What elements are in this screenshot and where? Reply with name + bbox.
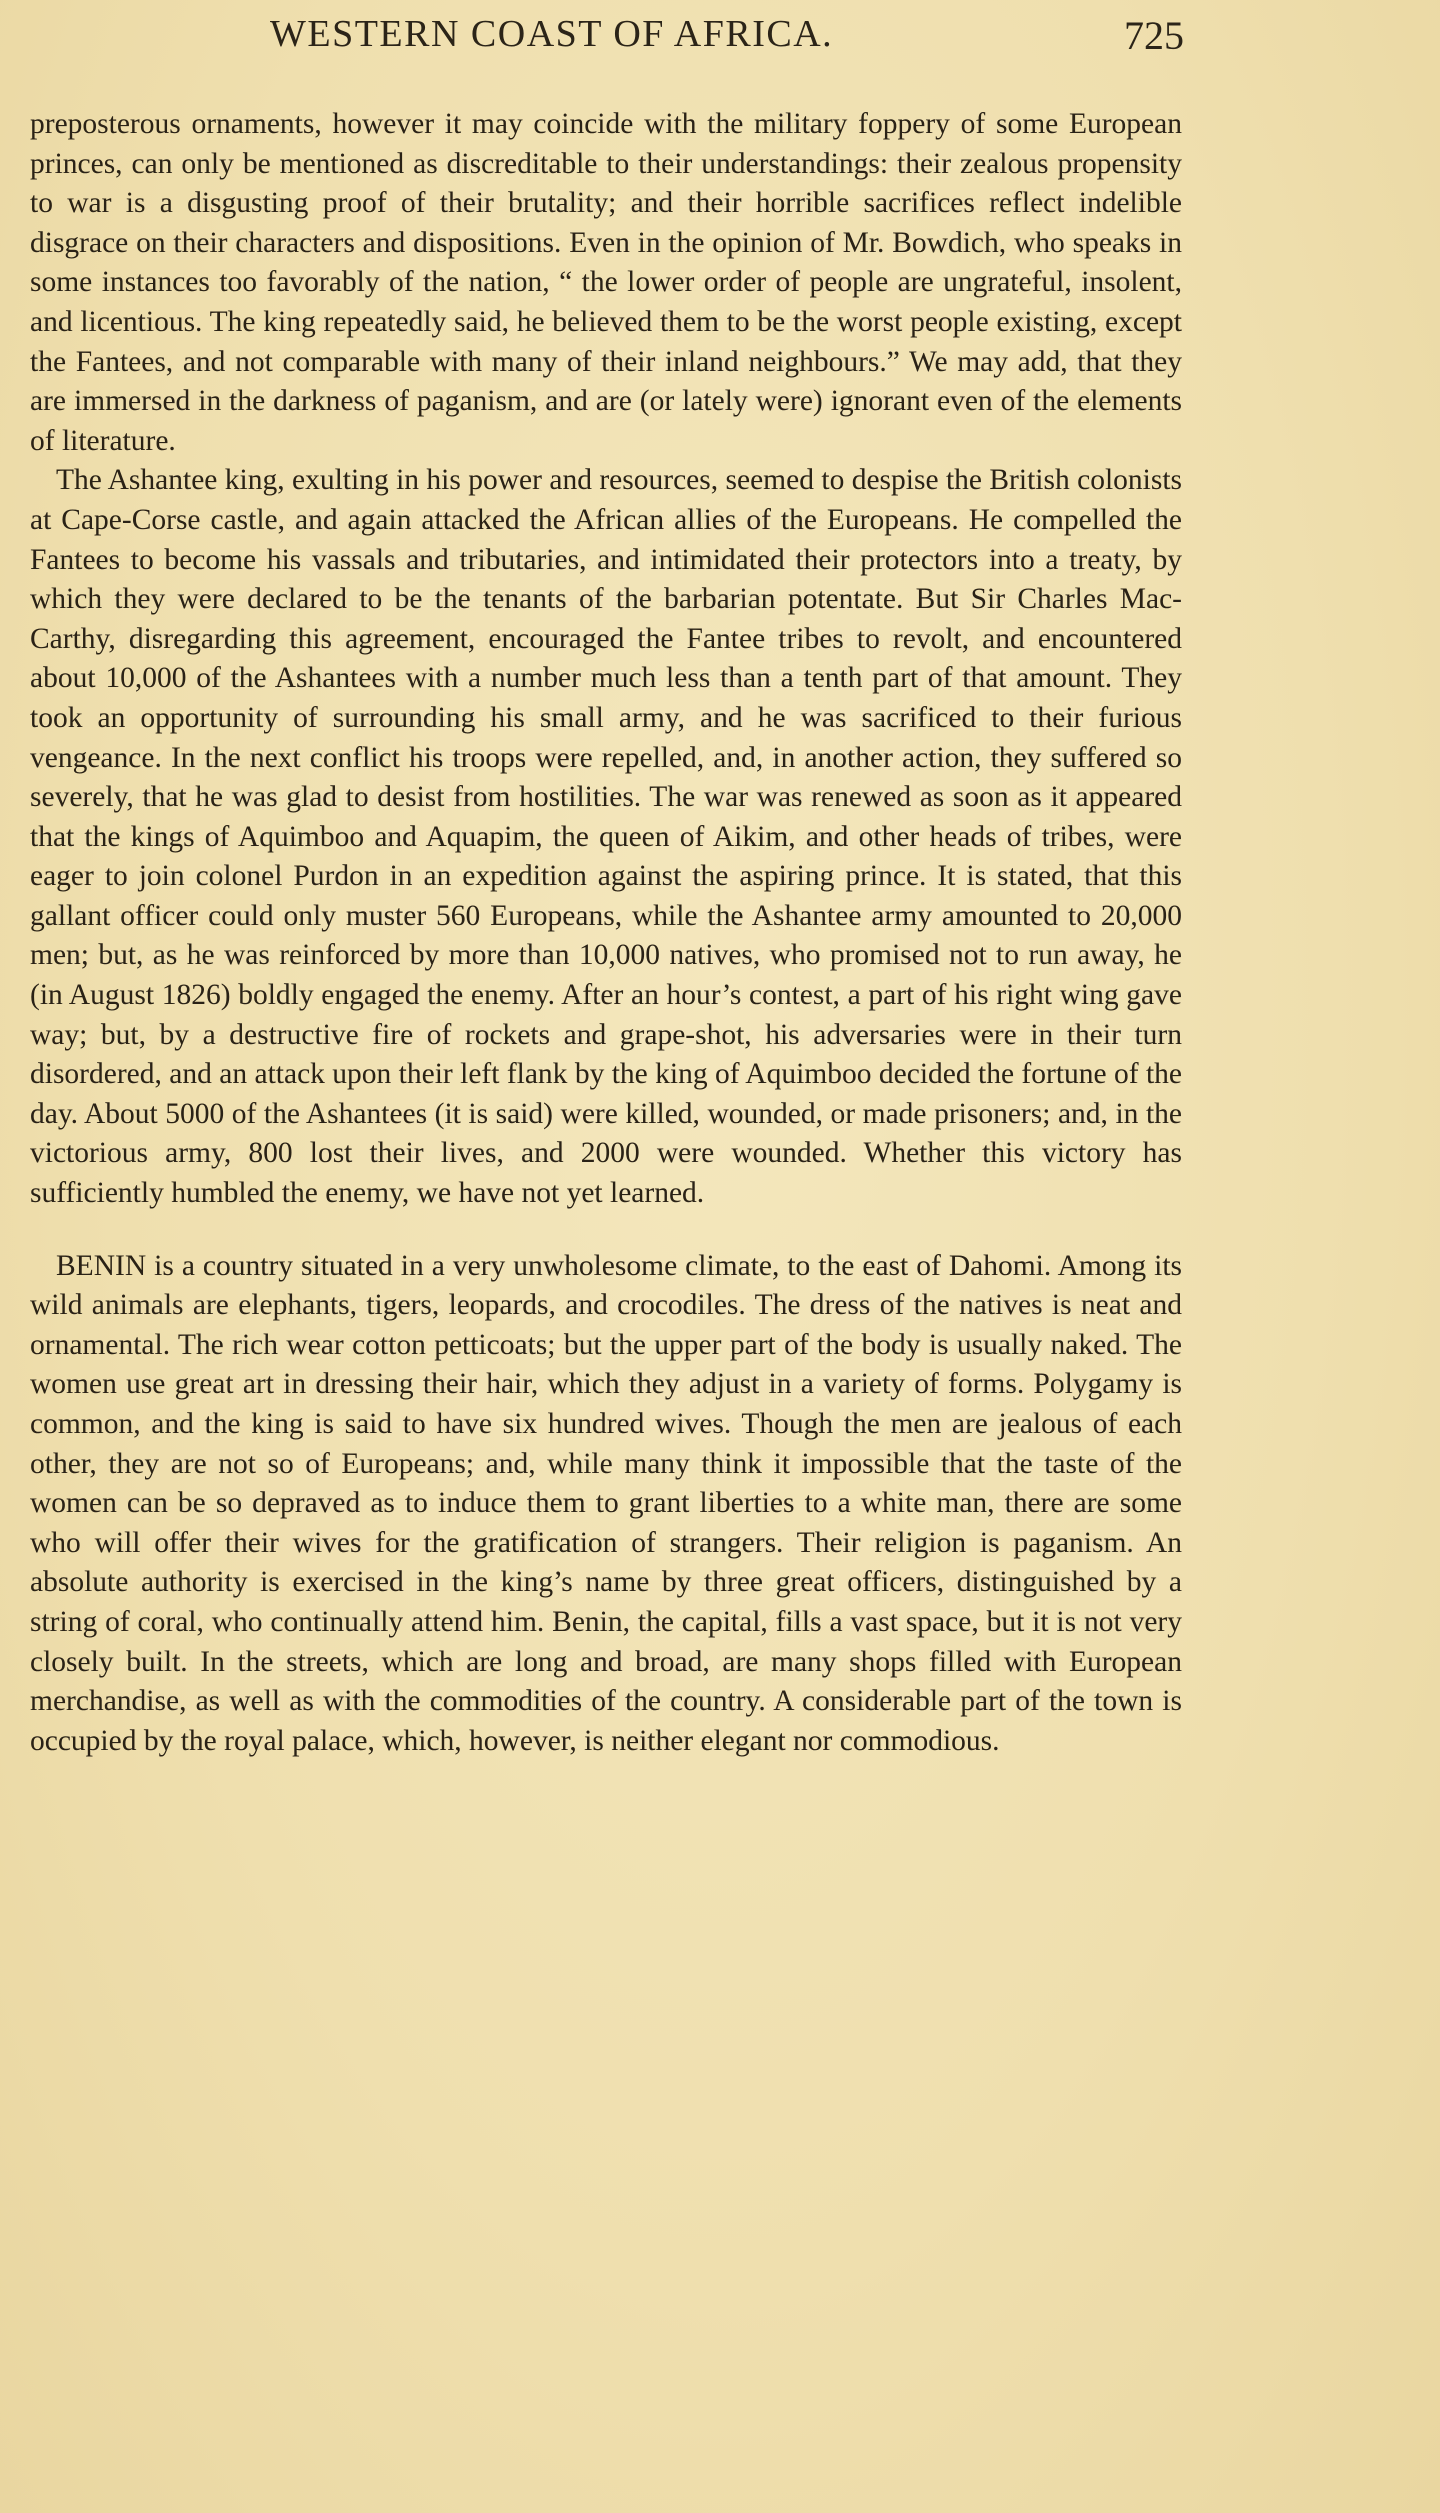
paragraph-ashantee-king: The Ashantee king, exulting in his power and resources, seemed to despise the British colonists at Cape-Corse castle, and again attacked the African allies of the Europeans. He compelled the Fantees to become his vassals and tributaries, and intimidated their protectors into a treaty, by which they were declared to be the tenants of the barbarian potentate. But Sir Charles Mac-Carthy, disregarding this agreement, encouraged the Fantee tribes to revolt, and encountered about 10,000 of the Ashantees with a number much less than a tenth part of that amount. They took an opportunity of surrounding his small army, and he was sacrificed to their furious vengeance. In the next conflict his troops were repelled, and, in another action, they suffered so severely, that he was glad to desist from hostilities. The war was renewed as soon as it appeared that the kings of Aquimboo and Aquapim, the queen of Aikim, and other heads of tribes, were eager to join colonel Purdon in an expedition against the aspiring prince. It is stated, that this gallant officer could only muster 560 Europeans, while the Ashantee army amounted to 20,000 men; but, as he was reinforced by more than 10,000 natives, who promised not to run away, he (in August 1826) boldly engaged the enemy. After an hour’s contest, a part of his right wing gave way; but, by a destructive fire of rockets and grape-shot, his adversaries were in their turn disordered, and an attack upon their left flank by the king of Aquimboo decided the fortune of the day. About 5000 of the Ashantees (it is said) were killed, wounded, or made prisoners; and, in the victorious army, 800 lost their lives, and 2000 were wounded. Whether this victory has sufficiently humbled the enemy, we have not yet learned. (30, 464, 1182, 1210)
page-number: 725 (1124, 13, 1184, 58)
running-head (0, 12, 1440, 72)
paragraph-benin: BENIN is a country situated in a very unwholesome climate, to the east of Dahomi. Among its wild animals are elephants, tigers, leopards, and crocodiles. The dress of the natives is neat and ornamental. The rich wear cotton petticoats; but the upper part of the body is usually naked. The women use great art in dressing their hair, which they adjust in a variety of forms. Polygamy is common, and the king is said to have six hundred wives. Though the men are jealous of each other, they are not so of Europeans; and, while many think it impossible that the taste of the women can be so depraved as to induce them to grant liberties to a white man, there are some who will offer their wives for the gratification of strangers. Their religion is paganism. An absolute authority is exercised in the king’s name by three great officers, distinguished by a string of coral, who continually attend him. Benin, the capital, fills a vast space, but it is not very closely built. In the streets, which are long and broad, are many shops filled with European merchandise, as well as with the commodities of the country. A considerable part of the town is occupied by the royal palace, which, however, is neither elegant nor commodious. (30, 1249, 1182, 1757)
body-text (30, 105, 1182, 1761)
paragraph-continuation: preposterous ornaments, however it may coincide with the military foppery of some European princes, can only be mentioned as discreditable to their understandings: their zealous propensity to war is a disgusting proof of their brutality; and their horrible sacrifices reflect indelible disgrace on their characters and dispositions. Even in the opinion of Mr. Bowdich, who speaks in some instances too favorably of the nation, “ the lower order of people are ungrateful, insolent, and licentious. The king repeatedly said, he believed them to be the worst people existing, except the Fantees, and not comparable with many of their inland neighbours.” We may add, that they are immersed in the darkness of paganism, and are (or lately were) ignorant even of the elements of literature. (30, 108, 1182, 457)
running-head-title: WESTERN COAST OF AFRICA. (270, 13, 834, 55)
